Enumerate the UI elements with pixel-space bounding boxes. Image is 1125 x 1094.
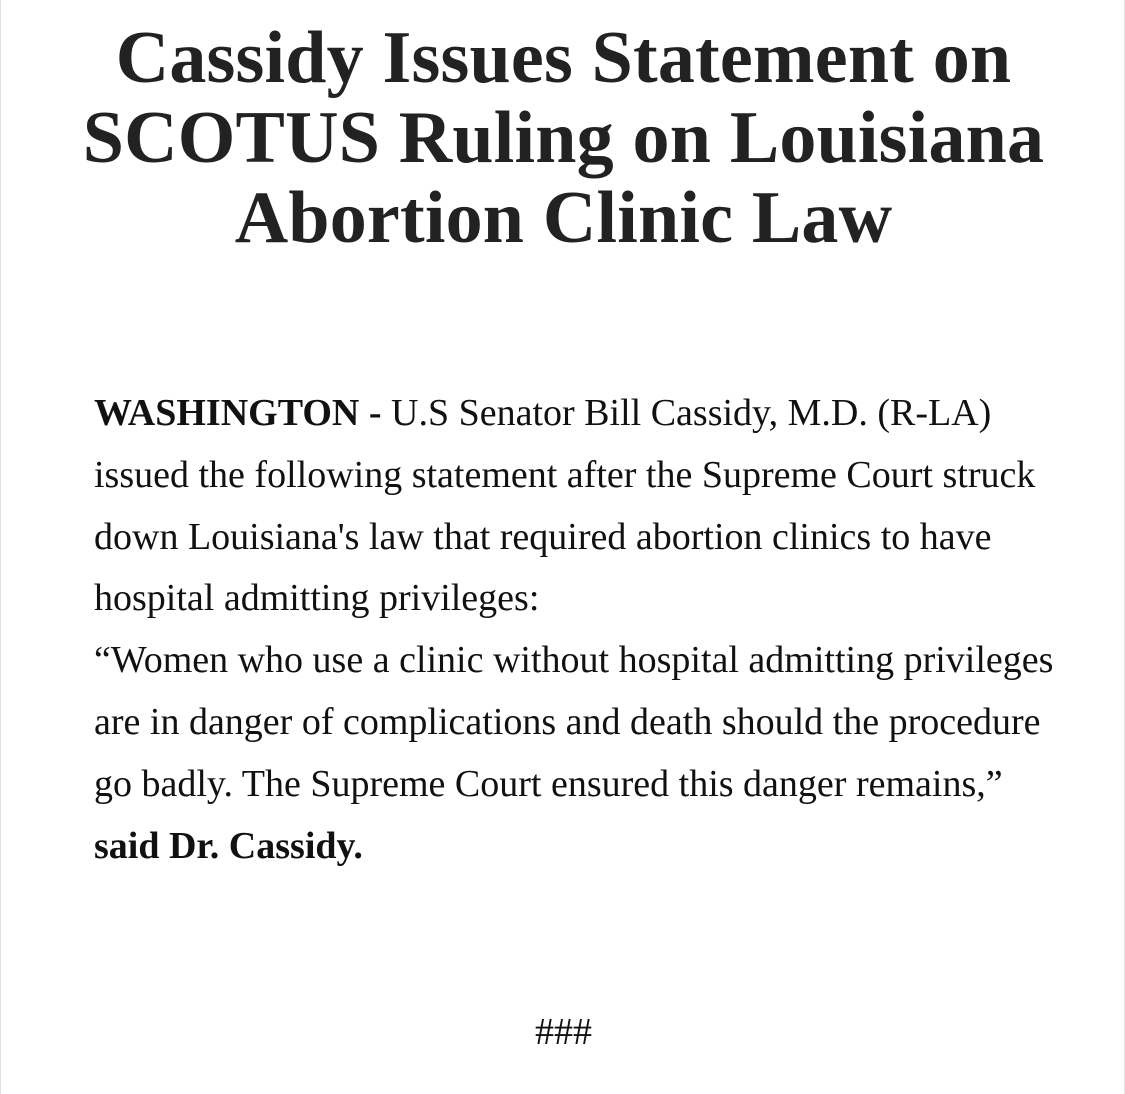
- attribution: said Dr. Cassidy.: [94, 824, 363, 867]
- quote-text: “Women who use a clinic without hospital admitting privileges are in danger of complications and death should the procedure go badly. The Supreme Court ensured this danger remains,”: [94, 639, 1054, 805]
- end-mark: ###: [535, 1011, 592, 1053]
- dateline: WASHINGTON -: [94, 392, 392, 434]
- headline: Cassidy Issues Statement on SCOTUS Ruling on Louisiana Abortion Clinic Law: [82, 17, 1045, 259]
- statement-body: [94, 383, 1054, 877]
- quote-paragraph: [94, 630, 1054, 877]
- intro-text: U.S Senator Bill Cassidy, M.D. (R-LA) issued the following statement after the Supreme Court struck down Louisiana's law that required abortion clinics to have hospital admitting privileges:: [94, 392, 1036, 620]
